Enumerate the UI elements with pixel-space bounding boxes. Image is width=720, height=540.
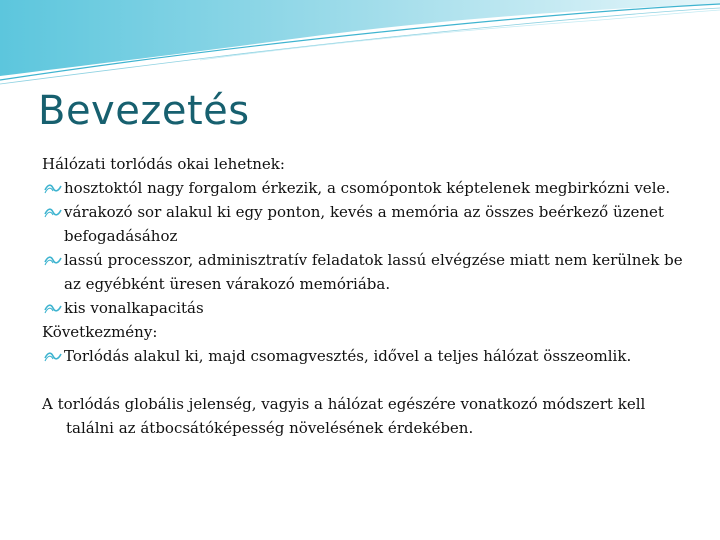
spacer: [42, 368, 692, 392]
cause-item: [42, 176, 692, 200]
consequence-label: Következmény:: [42, 323, 158, 341]
wave-bullet-icon: [44, 349, 62, 363]
header-wave-decoration: [0, 0, 720, 90]
cause-text: hosztoktól nagy forgalom érkezik, a csomópontok képtelenek megbirkózni vele.: [64, 179, 671, 197]
consequence-item: [42, 344, 692, 368]
cause-text: kis vonalkapacitás: [64, 299, 204, 317]
wave-bullet-icon: [44, 181, 62, 195]
cause-item: [42, 248, 692, 296]
wave-bullet-icon: [44, 301, 62, 315]
slide-content: [42, 152, 692, 440]
cause-item: [42, 296, 692, 320]
conclusion-text: A torlódás globális jelenség, vagyis a hálózat egészére vonatkozó módszert kell találni az átbocsátóképesség növelésének érdekében.: [42, 395, 646, 437]
slide-title: Bevezetés: [38, 88, 250, 134]
cause-item: [42, 200, 692, 248]
cause-text: várakozó sor alakul ki egy ponton, kevés a memória az összes beérkező üzenet befogadásához: [64, 203, 664, 245]
wave-bullet-icon: [44, 205, 62, 219]
wave-bullet-icon: [44, 253, 62, 267]
intro-text: Hálózati torlódás okai lehetnek:: [42, 155, 285, 173]
cause-text: lassú processzor, adminisztratív feladatok lassú elvégzése miatt nem kerülnek be az egyébként üresen várakozó memóriába.: [64, 251, 683, 293]
consequence-text: Torlódás alakul ki, majd csomagvesztés, idővel a teljes hálózat összeomlik.: [64, 347, 632, 365]
